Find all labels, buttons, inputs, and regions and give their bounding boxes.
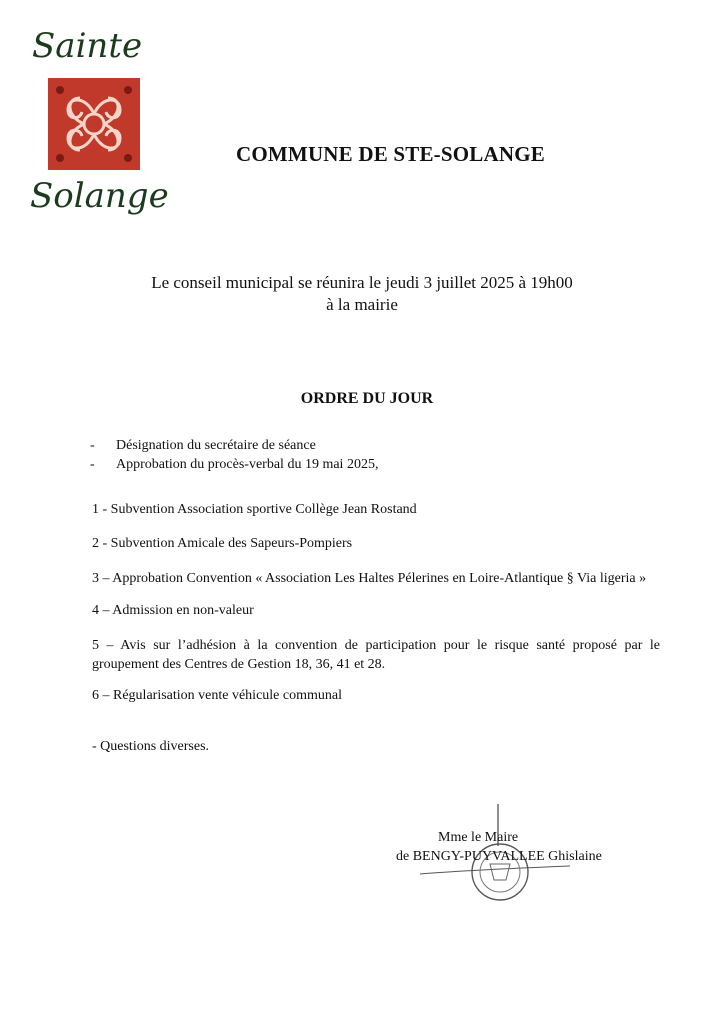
announcement-line: Le conseil municipal se réunira le jeudi 3 juillet 2025 à 19h00 [151, 273, 573, 292]
page-title: COMMUNE DE STE-SOLANGE [236, 142, 545, 166]
ornament-icon [46, 76, 142, 172]
agenda-item-1: 1 - Subvention Association sportive Collège Jean Rostand [92, 502, 417, 517]
list-item [90, 436, 378, 455]
agenda-item-6: 6 – Régularisation vente véhicule communal [92, 688, 342, 703]
preliminary-list [90, 436, 378, 474]
list-item-text: Approbation du procès-verbal du 19 mai 2025, [116, 457, 379, 472]
list-item [90, 455, 378, 474]
list-marker: - [90, 438, 95, 453]
agenda-item-2: 2 - Subvention Amicale des Sapeurs-Pompiers [92, 536, 353, 551]
commune-logo [28, 26, 169, 226]
agenda-item-questions: - Questions diverses. [92, 739, 210, 754]
logo-word-bottom: Solange [30, 176, 169, 216]
agenda-item-5: 5 – Avis sur l’adhésion à la convention de participation pour le risque santé proposé par le groupement des Centres de Gestion 18, 36, 41 et 28. [92, 638, 660, 672]
signatory-title: Mme le Maire [438, 830, 519, 845]
agenda-item-4: 4 – Admission en non-valeur [92, 603, 254, 618]
signatory-name: de BENGY-PUYVALLEE Ghislaine [396, 849, 602, 864]
agenda-item-3: 3 – Approbation Convention « Association Les Haltes Pélerines en Loire-Atlantique § Via ligeria » [92, 571, 647, 586]
agenda-title: ORDRE DU JOUR [300, 390, 434, 407]
signature-block [396, 828, 626, 866]
announcement-location: à la mairie [326, 295, 398, 314]
list-item-text: Désignation du secrétaire de séance [116, 438, 316, 453]
list-marker: - [90, 457, 95, 472]
meeting-announcement [0, 272, 724, 316]
logo-word-top: Sainte [32, 26, 143, 66]
